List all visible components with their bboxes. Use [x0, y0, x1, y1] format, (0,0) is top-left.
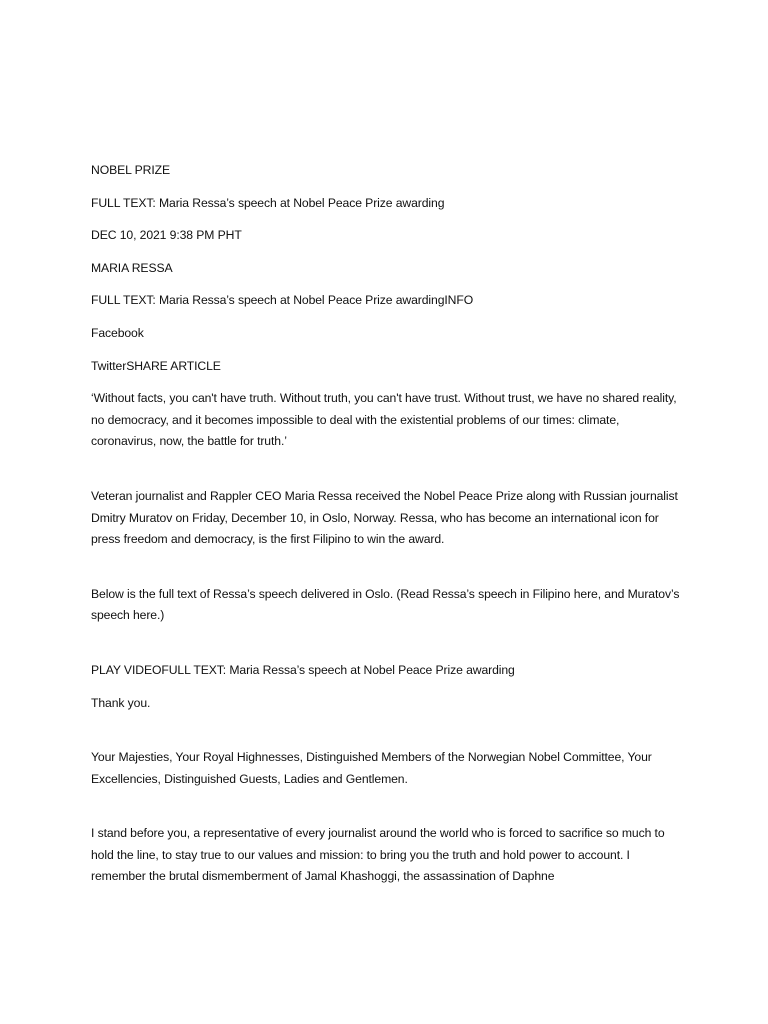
share-facebook-text: Facebook — [91, 325, 144, 340]
share-twitter-text: TwitterSHARE ARTICLE — [91, 358, 221, 373]
article-dateline: DEC 10, 2021 9:38 PM PHT — [91, 228, 242, 243]
intro-paragraph: Veteran journalist and Rappler CEO Maria Ressa received the Nobel Peace Prize along with Russian journalist Dmitry Muratov on Friday, December 10, in Oslo, Norway. Ressa, who has become an international icon for press freedom and democracy, is the first Filipino to win the award. — [91, 488, 678, 547]
section-label: NOBEL PRIZE — [91, 163, 171, 177]
video-caption: PLAY VIDEOFULL TEXT: Maria Ressa’s speech at Nobel Peace Prize awarding — [91, 662, 515, 677]
article-author: MARIA RESSA — [91, 260, 173, 275]
document-body — [91, 160, 681, 888]
salutation-paragraph: Your Majesties, Your Royal Highnesses, Distinguished Members of the Norwegian Nobel Committee, Your Excellencies, Distinguished Guests, Ladies and Gentlemen. — [91, 750, 652, 786]
thanks-paragraph: Thank you. — [91, 695, 151, 710]
headline-info: FULL TEXT: Maria Ressa’s speech at Nobel Peace Prize awardingINFO — [91, 293, 474, 308]
article-headline: FULL TEXT: Maria Ressa’s speech at Nobel Peace Prize awarding — [91, 195, 445, 210]
pull-quote: ‘Without facts, you can't have truth. Without truth, you can't have trust. Without trust, we have no shared reality, no democracy, and it becomes impossible to deal with the existential problems of our times: climate, coronavirus, now, the battle for truth.’ — [91, 391, 677, 449]
speech-opening-paragraph: I stand before you, a representative of every journalist around the world who is forced to sacrifice so much to hold the line, to stay true to our values and mission: to bring you the truth and hold power to account. I remember the brutal dismemberment of Jamal Khashoggi, the assassination of Daphne — [91, 826, 665, 884]
below-note-paragraph: Below is the full text of Ressa’s speech delivered in Oslo. (Read Ressa’s speech in Filipino here, and Muratov’s speech here.) — [91, 586, 680, 623]
